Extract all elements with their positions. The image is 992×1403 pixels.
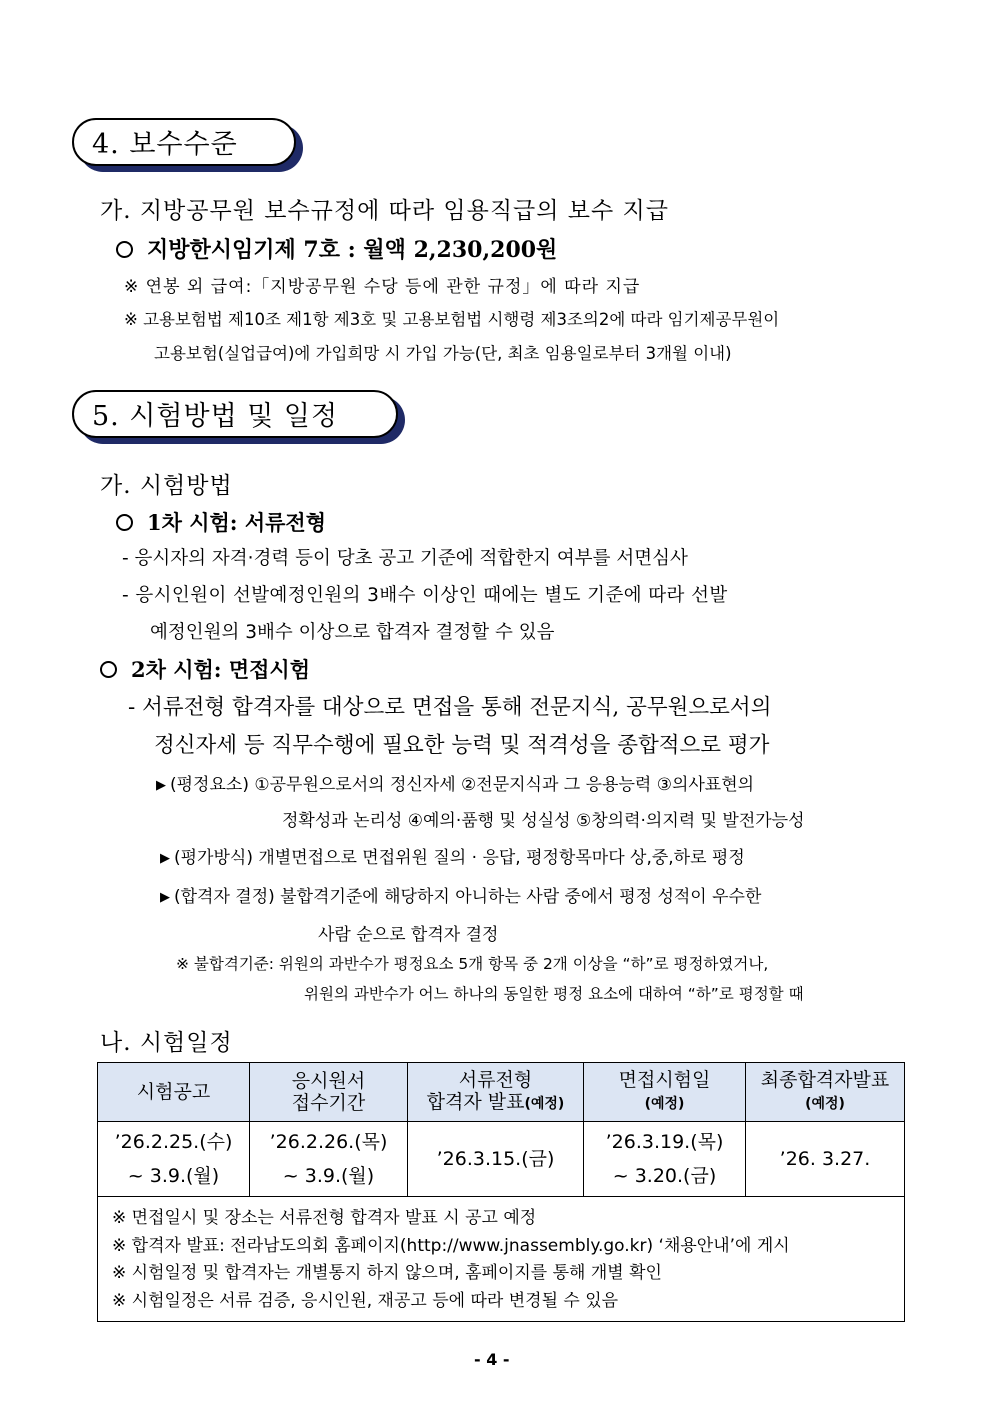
circle-bullet-icon — [116, 241, 133, 258]
cell-announcement-date: ’26.2.25.(수) ~ 3.9.(월) — [98, 1122, 250, 1197]
header-final-result: 최종합격자발표 (예정) — [746, 1063, 905, 1122]
triangle-bullet-icon: ▶ — [160, 890, 170, 905]
triangle-bullet-icon: ▶ — [160, 851, 170, 866]
circle-bullet-icon — [116, 514, 133, 531]
pass-decision-line1: (합격자 결정) 불합격기준에 해당하지 아니하는 사람 중에서 평정 성적이 우수한 — [174, 887, 762, 907]
section5-item-na: 나. 시험일정 — [100, 1030, 233, 1056]
schedule-header-row — [98, 1063, 905, 1122]
cell-application-period: ’26.2.26.(목) ~ 3.9.(월) — [250, 1122, 408, 1197]
section5-item-ga: 가. 시험방법 — [100, 473, 233, 499]
pass-decision-line2: 사람 순으로 합격자 결정 — [318, 925, 499, 945]
triangle-bullet-icon: ▶ — [156, 778, 166, 793]
section4-note2-line2: 고용보험(실업급여)에 가입희망 시 가입 가능(단, 최초 임용일로부터 3개월 이내) — [154, 344, 732, 363]
cell-interview-date: ’26.3.19.(목) ~ 3.20.(금) — [584, 1122, 746, 1197]
first-exam-row — [116, 507, 326, 537]
section4-note2-line1: ※ 고용보험법 제10조 제1항 제3호 및 고용보험법 시행령 제3조의2에 따라 임기제공무원이 — [124, 310, 780, 329]
first-bullet2-line1: - 응시인원이 선발예정인원의 3배수 이상인 때에는 별도 기준에 따라 선발 — [122, 585, 728, 606]
schedule-note: ※ 면접일시 및 장소는 서류전형 합격자 발표 시 공고 예정 — [112, 1208, 537, 1228]
schedule-note: ※ 합격자 발표: 전라남도의회 홈페이지(http://www.jnassembly.go.kr) ‘채용안내’에 게시 — [112, 1235, 790, 1256]
eval-elements-row — [156, 770, 754, 795]
section5-title: 5. 시험방법 및 일정 — [92, 401, 339, 432]
eval-elements-line2: 정확성과 논리성 ④예의·품행 및 성실성 ⑤창의력·의지력 및 발전가능성 — [282, 811, 805, 831]
header-announcement: 시험공고 — [98, 1063, 250, 1122]
eval-method: (평가방식) 개별면접으로 면접위원 질의 · 응답, 평정항목마다 상,중,하로 평정 — [174, 848, 745, 868]
schedule-data-row — [98, 1122, 905, 1197]
eval-method-row — [160, 843, 745, 868]
second-exam-label: 2차 시험: 면접시험 — [131, 657, 310, 682]
header-interview-date: 면접시험일 (예정) — [584, 1063, 746, 1122]
header-application-period: 응시원서 접수기간 — [250, 1063, 408, 1122]
header-document-result: 서류전형 합격자 발표(예정) — [408, 1063, 584, 1122]
salary-line: 지방한시임기제 7호 : 월액 2,230,200원 — [147, 237, 558, 263]
schedule-note: ※ 시험일정은 서류 검증, 응시인원, 재공고 등에 따라 변경될 수 있음 — [112, 1290, 619, 1311]
schedule-notes-row — [98, 1197, 905, 1322]
fail-note-line2: 위원의 과반수가 어느 하나의 동일한 평정 요소에 대하여 “하”로 평정할 때 — [304, 985, 804, 1003]
schedule-note: ※ 시험일정 및 합격자는 개별통지 하지 않으며, 홈페이지를 통해 개별 확인 — [112, 1263, 662, 1283]
section4-note1: ※ 연봉 외 급여:「지방공무원 수당 등에 관한 규정」에 따라 지급 — [124, 277, 641, 297]
schedule-notes — [98, 1197, 905, 1322]
fail-note-line1: ※ 불합격기준: 위원의 과반수가 평정요소 5개 항목 중 2개 이상을 “하”로 평정하였거나, — [176, 955, 769, 973]
eval-elements-line1: (평정요소) ①공무원으로서의 정신자세 ②전문지식과 그 응용능력 ③의사표현의 — [170, 775, 755, 795]
second-bullet-line2: 정신자세 등 직무수행에 필요한 능력 및 적격성을 종합적으로 평가 — [154, 733, 770, 758]
circle-bullet-icon — [100, 661, 117, 678]
salary-line-row — [116, 233, 557, 264]
second-exam-row — [100, 654, 310, 684]
first-bullet2-line2: 예정인원의 3배수 이상으로 합격자 결정할 수 있음 — [150, 622, 555, 643]
second-bullet-line1: - 서류전형 합격자를 대상으로 면접을 통해 전문지식, 공무원으로서의 — [128, 695, 772, 720]
cell-final-result: ’26. 3.27. — [746, 1122, 905, 1197]
cell-document-result: ’26.3.15.(금) — [408, 1122, 584, 1197]
section4-item-ga: 가. 지방공무원 보수규정에 따라 임용직급의 보수 지급 — [100, 198, 669, 224]
schedule-table — [97, 1062, 905, 1322]
page-number: - 4 - — [474, 1350, 510, 1369]
pass-decision-row — [160, 882, 761, 907]
first-exam-label: 1차 시험: 서류전형 — [147, 510, 326, 535]
first-bullet1: - 응시자의 자격·경력 등이 당초 공고 기준에 적합한지 여부를 서면심사 — [122, 548, 688, 569]
section4-title: 4. 보수수준 — [92, 129, 238, 160]
